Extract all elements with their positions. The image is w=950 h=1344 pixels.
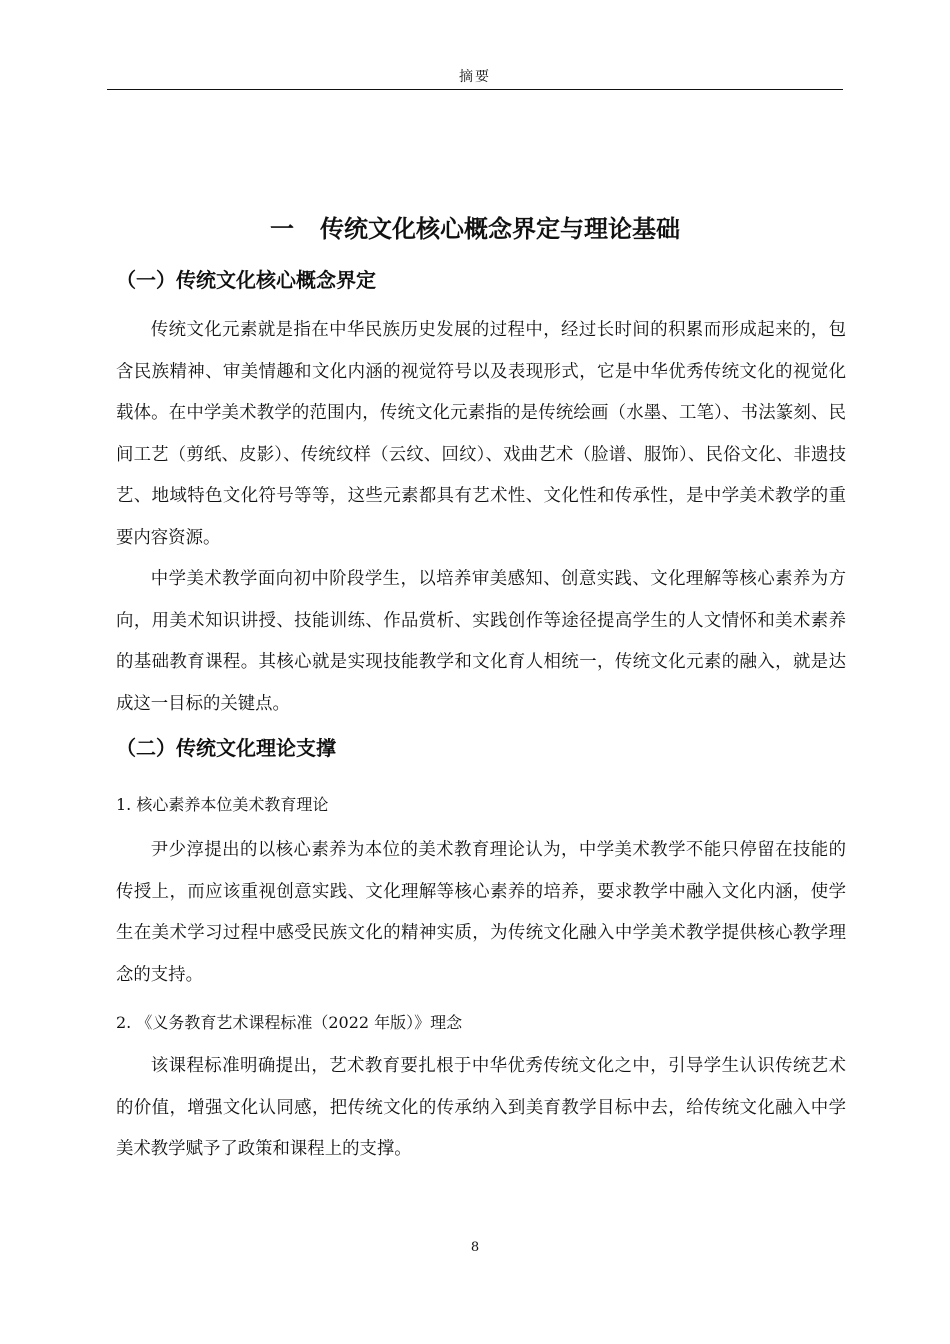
paragraph-core-literacy: 尹少淳提出的以核心素养为本位的美术教育理论认为，中学美术教学不能只停留在技能的传授上，而应该重视创意实践、文化理解等核心素养的培养，要求教学中融入文化内涵，使学生在美术学习过程中感受民族文化的精神实质，为传统文化融入中学美术教学提供核心教学理念的支持。 <box>116 840 846 985</box>
header-rule <box>107 89 843 90</box>
section-heading-concepts: （一）传统文化核心概念界定 <box>116 268 376 292</box>
paragraph-art-teaching: 中学美术教学面向初中阶段学生，以培养审美感知、创意实践、文化理解等核心素养为方向，用美术知识讲授、技能训练、作品赏析、实践创作等途径提高学生的人文情怀和美术素养的基础教育课程。其核心就是实现技能教学和文化育人相统一，传统文化元素的融入，就是达成这一目标的关键点。 <box>116 569 846 714</box>
chapter-number: 一 <box>270 215 294 243</box>
page-number: 8 <box>470 1240 480 1255</box>
running-header: 摘要 <box>459 69 491 85</box>
paragraph-curriculum-standard: 该课程标准明确提出，艺术教育要扎根于中华优秀传统文化之中，引导学生认识传统艺术的价值，增强文化认同感，把传统文化的传承纳入到美育教学目标中去，给传统文化融入中学美术教学赋予了政策和课程上的支撑。 <box>116 1056 846 1159</box>
subheading-core-literacy: 1. 核心素养本位美术教育理论 <box>116 795 329 814</box>
section-heading-theory: （二）传统文化理论支撑 <box>116 736 336 760</box>
chapter-title <box>0 212 950 246</box>
paragraph-traditional-elements: 传统文化元素就是指在中华民族历史发展的过程中，经过长时间的积累而形成起来的，包含民族精神、审美情趣和文化内涵的视觉符号以及表现形式，它是中华优秀传统文化的视觉化载体。在中学美术教学的范围内，传统文化元素指的是传统绘画（水墨、工笔）、书法篆刻、民间工艺（剪纸、皮影）、传统纹样（云纹、回纹）、戏曲艺术（脸谱、服饰）、民俗文化、非遗技艺、地域特色文化符号等等，这些元素都具有艺术性、文化性和传承性，是中学美术教学的重要内容资源。 <box>116 320 846 548</box>
chapter-title-text: 传统文化核心概念界定与理论基础 <box>320 215 680 243</box>
subheading-curriculum-standard: 2. 《义务教育艺术课程标准（2022 年版）》理念 <box>116 1013 463 1032</box>
